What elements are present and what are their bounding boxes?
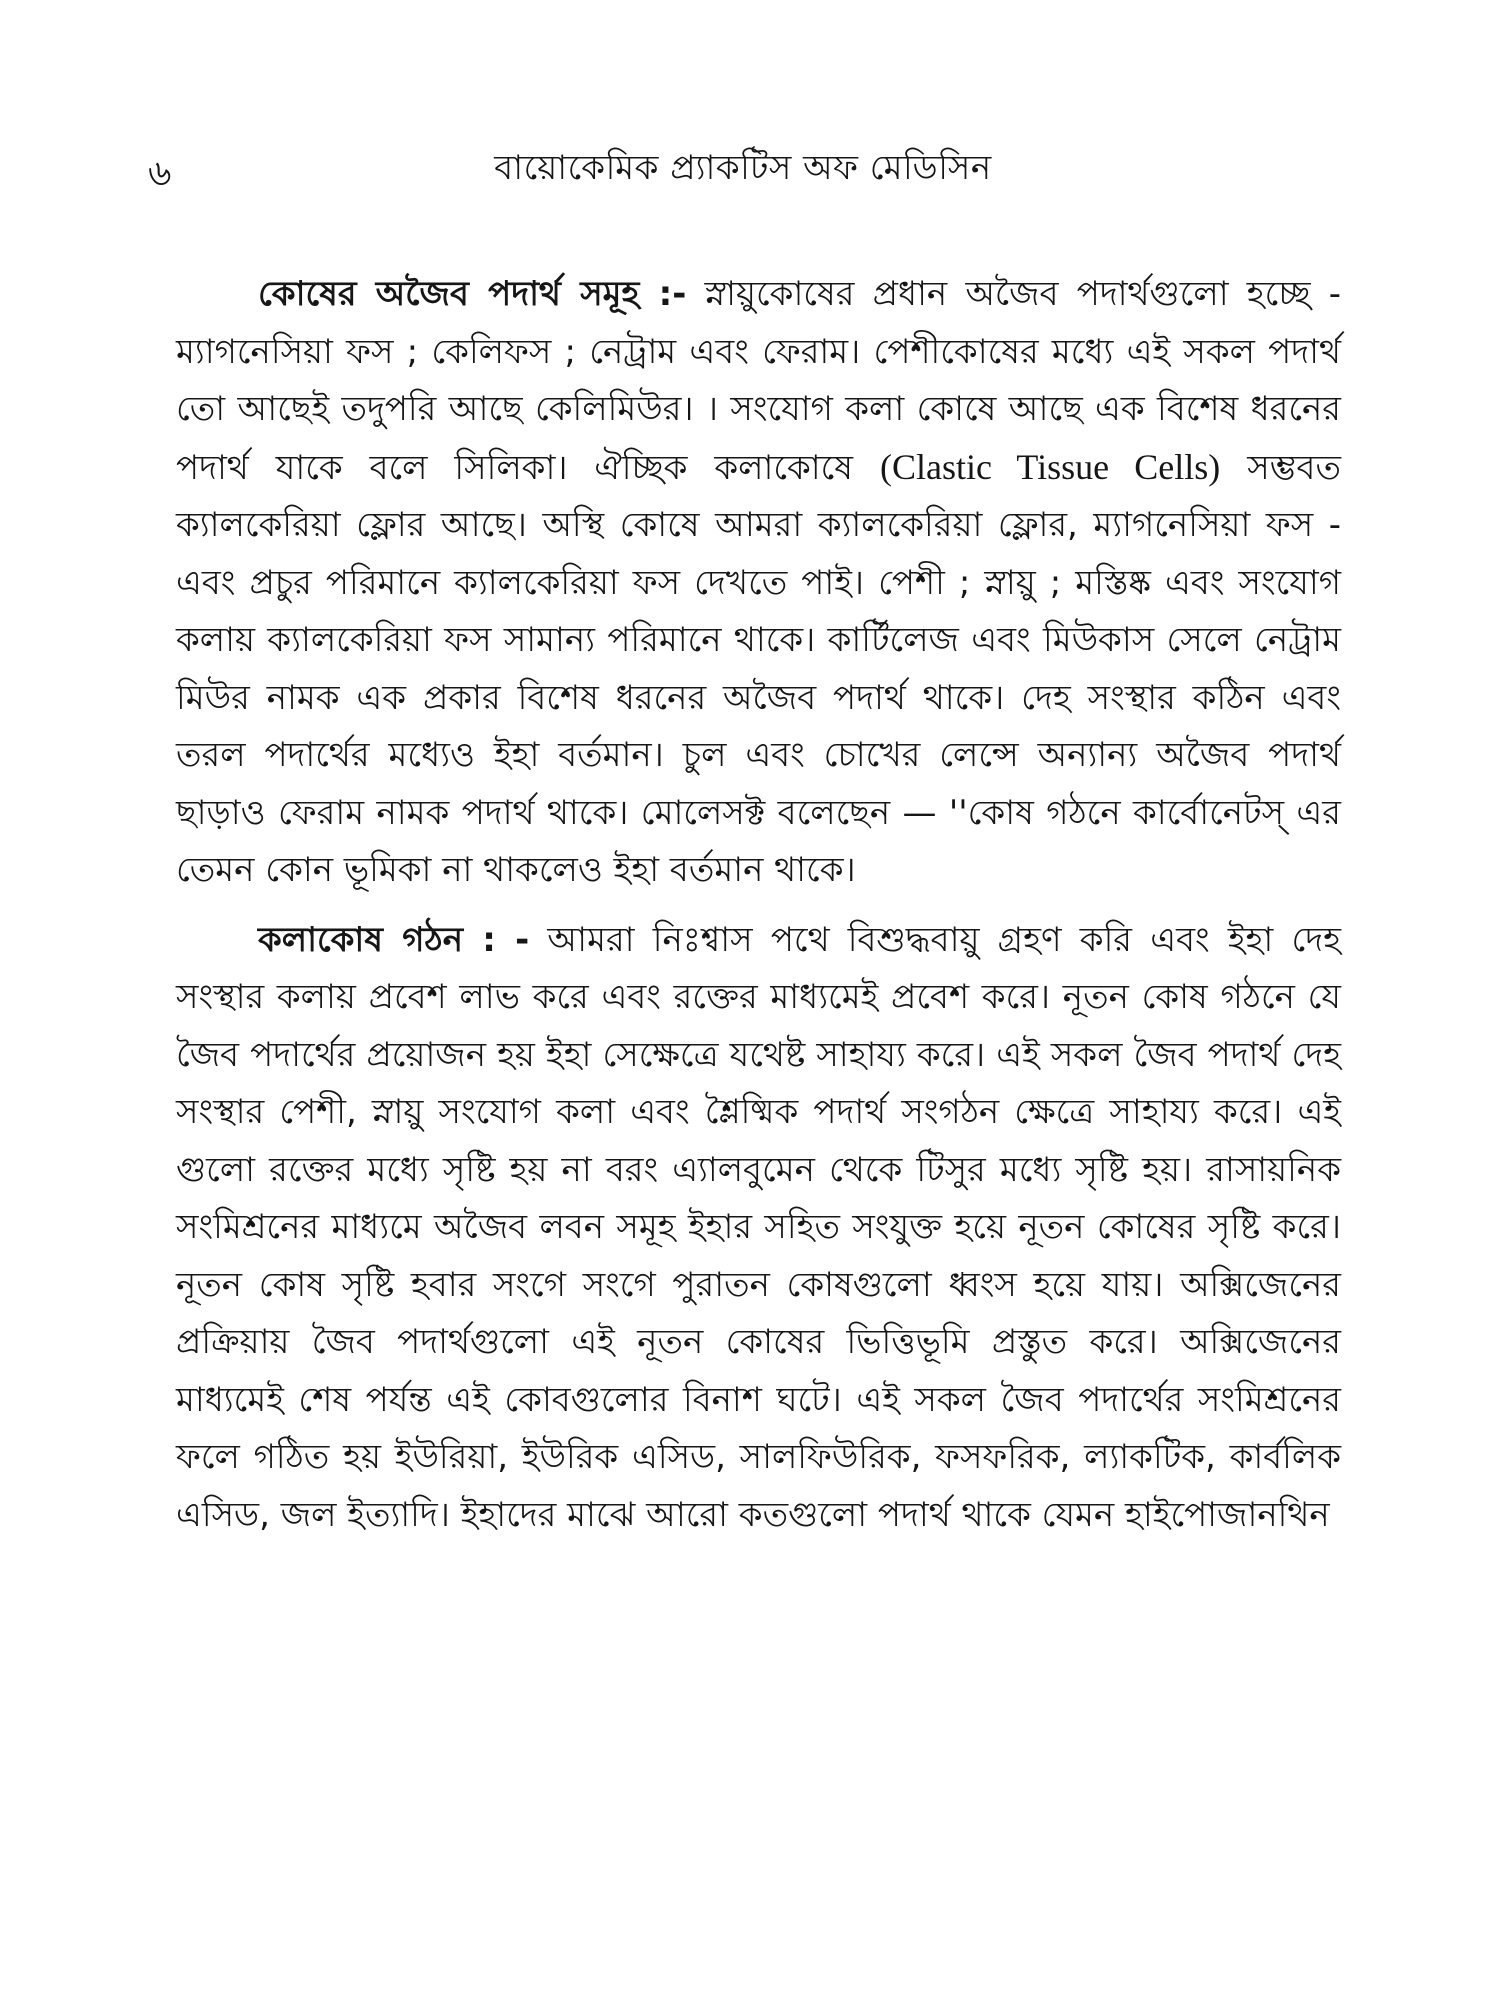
body-text [176,266,1341,1556]
paragraph-text: স্নায়ুকোষের প্রধান অজৈব পদার্থগুলো হচ্ছে - ম্যাগনেসিয়া ফস ; কেলিফস ; নেট্রাম এবং ফেরাম। পেশীকোষের মধ্যে এই সকল পদার্থ তো আছেই তদুপরি আছে কেলিমিউর। । সংযোগ কলা কোষে আছে এক বিশেষ ধরনের পদার্থ যাকে বলে সিলিকা। ঐচ্ছিক কলাকোষে [176,274,1341,488]
paragraph-inorganic-substances [176,266,1341,900]
paragraph-text: সম্ভবত ক্যালকেরিয়া ফ্লোর আছে। অস্থি কোষে আমরা ক্যালকেরিয়া ফ্লোর, ম্যাগনেসিয়া ফস - এবং প্রচুর পরিমানে ক্যালকেরিয়া ফস দেখতে পাই। পেশী ; স্নায়ু ; মস্তিষ্ক এবং সংযোগ কলায় ক্যালকেরিয়া ফস সামান্য পরিমানে থাকে। কার্টিলেজ এবং মিউকাস সেলে নেট্রাম মিউর নামক এক প্রকার বিশেষ ধরনের অজৈব পদার্থ থাকে। দেহ সংস্থার কঠিন এবং তরল পদার্থের মধ্যেও ইহা বর্তমান। চুল এবং চোখের লেন্সে অন্যান্য অজৈব পদার্থ ছাড়াও ফেরাম নামক পদার্থ থাকে। মোলেসক্ট বলেছেন — ''কোষ গঠনে কার্বোনেটস্ এর তেমন কোন ভূমিকা না থাকলেও ইহা বর্তমান থাকে। [176,447,1341,890]
page-header [148,142,1338,202]
paragraph-text: আমরা নিঃশ্বাস পথে বিশুদ্ধবায়ু গ্রহণ করি এবং ইহা দেহ সংস্থার কলায় প্রবেশ লাভ করে এবং রক্তের মাধ্যমেই প্রবেশ করে। নূতন কোষ গঠনে যে জৈব পদার্থের প্রয়োজন হয় ইহা সেক্ষেত্রে যথেষ্ট সাহায্য করে। এই সকল জৈব পদার্থ দেহ সংস্থার পেশী, স্নায়ু সংযোগ কলা এবং শ্লৈষ্মিক পদার্থ সংগঠন ক্ষেত্রে সাহায্য করে। এই গুলো রক্তের মধ্যে সৃষ্টি হয় না বরং এ্যালবুমেন থেকে টিসুর মধ্যে সৃষ্টি হয়। রাসায়নিক সংমিশ্রনের মাধ্যমে অজৈব লবন সমূহ ইহার সহিত সংযুক্ত হয়ে নূতন কোষের সৃষ্টি করে। নূতন কোষ সৃষ্টি হবার সংগে সংগে পুরাতন কোষগুলো ধ্বংস হয়ে যায়। অক্সিজেনের প্রক্রিয়ায় জৈব পদার্থগুলো এই নূতন কোষের ভিত্তিভূমি প্রস্তুত করে। অক্সিজেনের মাধ্যমেই শেষ পর্যন্ত এই কোবগুলোর বিনাশ ঘটে। এই সকল জৈব পদার্থের সংমিশ্রনের ফলে গঠিত হয় ইউরিয়া, ইউরিক এসিড, সালফিউরিক, ফসফরিক, ল্যাকটিক, কার্বলিক এসিড, জল ইত্যাদি। ইহাদের মাঝে আরো কতগুলো পদার্থ থাকে যেমন হাইপোজানথিন [176,919,1341,1535]
latin-term: (Clastic Tissue Cells) [879,446,1221,487]
running-title: বায়োকেমিক প্র্যাকটিস অফ মেডিসিন [494,148,992,188]
paragraph-tissue-formation [176,912,1341,1545]
paragraph-heading: কলাকোষ গঠন : - [258,919,530,960]
page-number: ৬ [148,153,172,194]
paragraph-heading: কোষের অজৈব পদার্থ সমূহ :- [258,274,687,314]
